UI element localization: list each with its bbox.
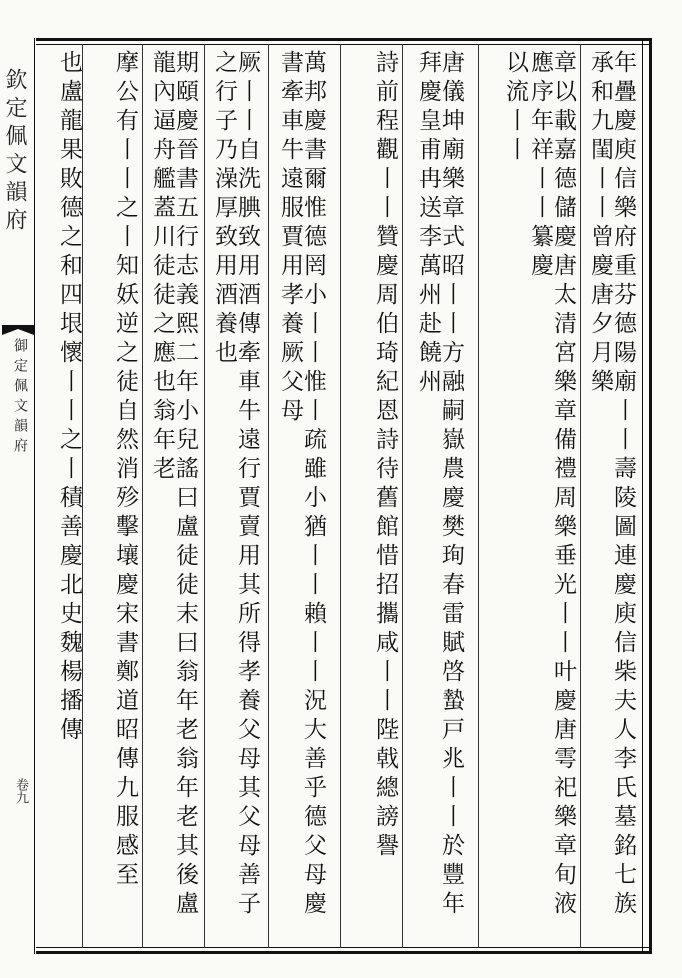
column-rule — [204, 44, 205, 948]
page-number: 卷九 — [13, 778, 28, 804]
frame-right — [642, 38, 652, 954]
banxin-title: 欽定佩文韻府 — [2, 68, 27, 236]
column-rule — [580, 44, 581, 948]
text-column-4: 唐儀坤廟樂章式昭丨丨方融嗣嶽農慶樊珣春雷賦啓蟄戸兆丨丨於豐年拜慶皇甫冉送李萬州赴饒州 — [415, 50, 464, 920]
column-rule — [82, 44, 83, 948]
margin-divider — [34, 38, 35, 954]
fishtail-mark-icon — [0, 323, 36, 337]
text-column-5: 詩前程觀丨丨贊慶周伯琦紀恩詩待舊館惜招攜咸丨丨陛戟總謗譽 — [372, 50, 398, 862]
text-column-1: 年疊慶庾信樂府重芬德陽廟丨丨壽陵圖連慶庾信柴夫人李氏墓銘七族承和九閨丨丨曾慶唐夕月樂 — [587, 50, 636, 920]
frame-top — [36, 38, 652, 41]
text-column-3: 以流丨丨 — [502, 50, 528, 166]
banxin-margin — [0, 38, 36, 954]
frame-bottom-inner — [36, 947, 652, 948]
text-column-8: 期頤慶晉書五行志義熙二年小兒謠曰盧徒徒末曰翁年老翁年老其後盧龍內逼舟艦蓋川徒徒之應也翁年老 — [149, 50, 198, 920]
banxin-subtitle: 御定佩文韻府 — [12, 338, 28, 458]
column-rule — [142, 44, 143, 948]
frame-bottom — [36, 951, 652, 954]
column-rule — [478, 44, 479, 948]
column-rule — [268, 44, 269, 948]
text-column-10: 也盧龍果敗德之和四垠懷丨丨之丨積善慶北史魏楊播傳 — [56, 50, 82, 746]
text-column-2: 章以載嘉德儲慶唐太清宮樂章備禮周樂垂光丨丨叶慶唐雩祀樂章旬液應序年祥丨丨纂慶 — [527, 50, 576, 920]
column-rule — [402, 44, 403, 948]
text-column-7: 厥丨丨自洗腆致用酒傳牽車牛遠行賈賣用其所得孝養父母其父母善子之行子乃澡厚致用酒養也 — [211, 50, 260, 920]
text-column-9: 摩公有丨丨之丨知妖逆之徒自然消殄擊壤慶宋書鄭道昭傳九服感至 — [112, 50, 138, 891]
text-column-6: 萬邦慶書爾惟德罔小丨丨惟丨疏雖小猶丨丨賴丨丨況大善乎德父母慶書牽車牛遠服賈用孝養厥父母 — [277, 50, 326, 920]
frame-top-inner — [36, 44, 652, 45]
column-rule — [340, 44, 341, 948]
